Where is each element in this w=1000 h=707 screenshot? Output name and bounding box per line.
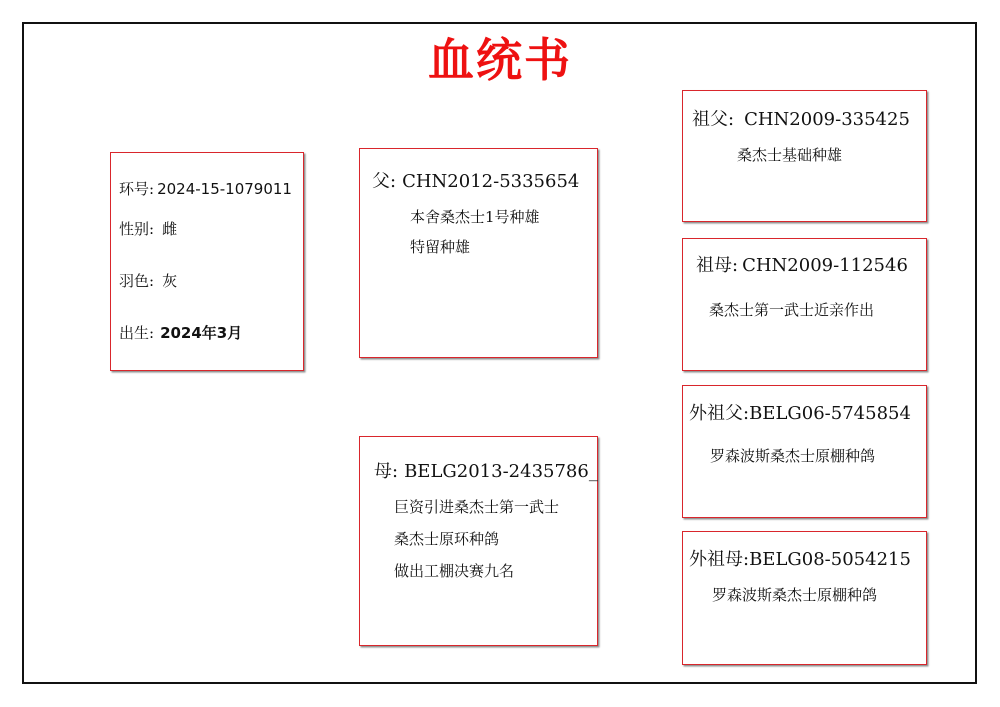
sire-card: [359, 148, 598, 358]
sex-row: [119, 222, 177, 237]
maternal-granddam-note: 罗森波斯桑杰士原棚种鸽: [712, 586, 878, 604]
sire-heading: [372, 173, 579, 191]
maternal-grandsire-card: [682, 385, 927, 518]
ring-number-label: 环号:: [119, 180, 155, 198]
dam-note-1: 巨资引进桑杰士第一武士: [394, 498, 560, 516]
paternal-grandsire-ring: CHN2009-335425: [744, 109, 910, 130]
paternal-granddam-ring: CHN2009-112546: [742, 255, 908, 276]
sire-label: 父:: [372, 171, 397, 192]
paternal-granddam-heading: [696, 257, 908, 275]
sex-label: 性别:: [119, 220, 155, 238]
maternal-grandsire-heading: [689, 405, 911, 423]
birth-value: 2024年3月: [160, 324, 243, 342]
paternal-grandsire-note: 桑杰士基础种雄: [737, 146, 843, 164]
ring-number-value: 2024-15-1079011: [157, 180, 292, 198]
maternal-granddam-label: 外祖母:: [689, 549, 750, 570]
dam-card: [359, 436, 598, 646]
sex-value: 雌: [162, 220, 178, 238]
maternal-grandsire-label: 外祖父:: [689, 403, 750, 424]
color-value: 灰: [162, 272, 178, 290]
sire-note-2: 特留种雄: [410, 238, 471, 256]
dam-note-2: 桑杰士原环种鸽: [394, 530, 500, 548]
paternal-grandsire-heading: [692, 111, 910, 129]
paternal-granddam-label: 祖母:: [696, 255, 739, 276]
bird-info-card: [110, 152, 304, 371]
color-label: 羽色:: [119, 272, 155, 290]
dam-heading: [374, 463, 598, 481]
document-title: 血统书: [428, 33, 572, 87]
paternal-grandsire-card: [682, 90, 927, 222]
birth-label: 出生:: [119, 324, 155, 342]
maternal-grandsire-ring: BELG06-5745854: [749, 403, 911, 424]
color-row: [119, 274, 177, 289]
maternal-granddam-card: [682, 531, 927, 665]
dam-label: 母:: [374, 461, 399, 482]
paternal-granddam-card: [682, 238, 927, 371]
paternal-grandsire-label: 祖父:: [692, 109, 735, 130]
ring-number-row: [119, 182, 292, 197]
maternal-granddam-ring: BELG08-5054215: [749, 549, 911, 570]
dam-note-3: 做出工棚决赛九名: [394, 562, 515, 580]
dam-ring: BELG2013-2435786_: [404, 461, 598, 482]
sire-ring: CHN2012-5335654: [402, 171, 580, 192]
birth-row: [119, 326, 242, 341]
maternal-granddam-heading: [689, 551, 911, 569]
paternal-granddam-note: 桑杰士第一武士近亲作出: [709, 301, 875, 319]
sire-note-1: 本舍桑杰士1号种雄: [410, 208, 540, 226]
maternal-grandsire-note: 罗森波斯桑杰士原棚种鸽: [710, 447, 876, 465]
